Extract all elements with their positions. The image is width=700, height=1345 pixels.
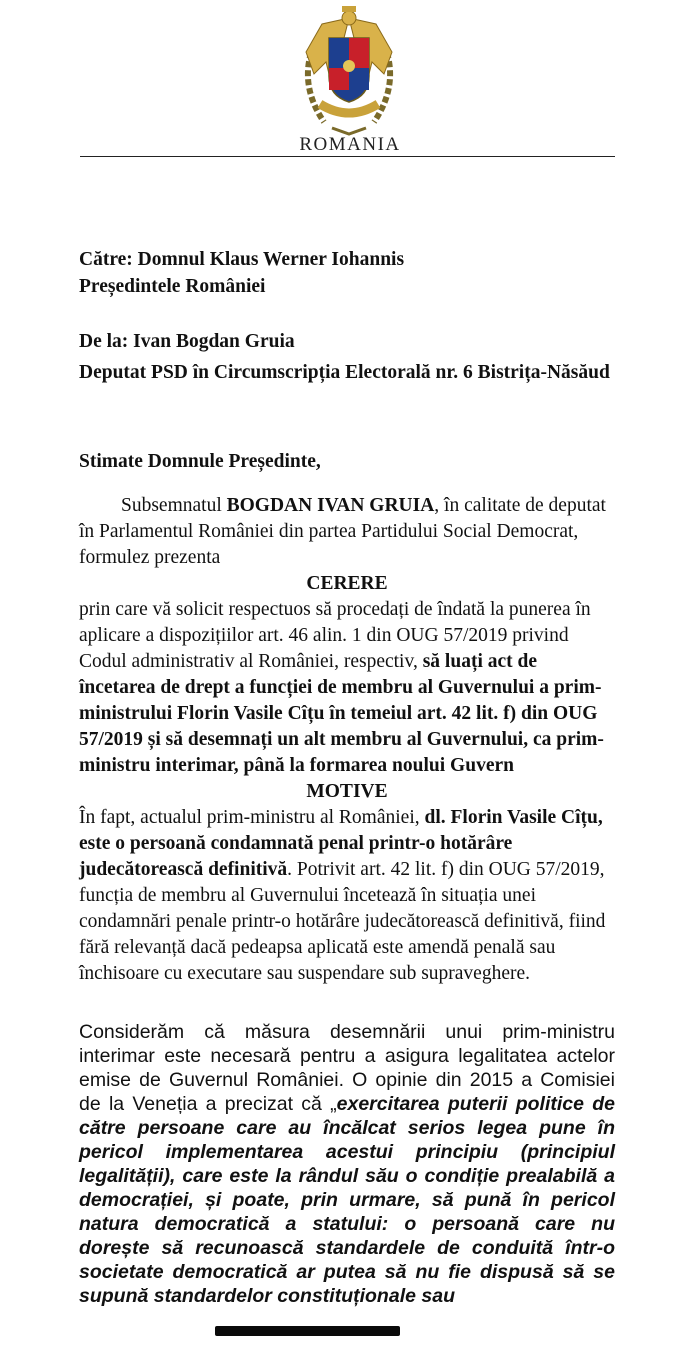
to-title: Președintele României (79, 276, 266, 297)
from-line: De la: Ivan Bogdan Gruia (79, 331, 295, 352)
salutation: Stimate Domnule Președinte, (79, 451, 321, 472)
header-divider (80, 156, 615, 157)
opinion-paragraph: Considerăm că măsura desemnării unui prim-ministru interimar este necesară pentru a asigura legalitatea actelor emise de Guvernul României. O opinie din 2015 a Comisiei de la Veneția a precizat că „exercitarea puterii politice de către persoane care au încălcat serios legea pune în pericol implementarea acestui principiu (principiul legalității), care este la rândul său o condiție prealabilă a democrației, și poate, prin urmare, să pună în pericol natura democratică a statului: o persoană care nu dorește să recunoască standardele de conduită într-o societate democratică ar putea să nu fie dispusă să se supună standardelor constituționale sau (79, 1021, 615, 1307)
heading-request: CERERE (306, 573, 388, 594)
from-title: Deputat PSD în Circumscripția Electorală nr. 6 Bistrița-Năsăud (79, 362, 610, 383)
letterhead (0, 0, 700, 160)
sender-block (79, 328, 615, 386)
letter-body (79, 493, 615, 987)
heading-motives: MOTIVE (306, 781, 388, 802)
motives-emphasis: dl. Florin Vasile Cîțu, este o persoană condamnată penal printr-o hotărâre judecătorească definitivă (79, 807, 603, 880)
redaction-bar (215, 1326, 400, 1336)
venice-commission-quote: exercitarea puterii politice de către persoane care au încălcat serios legea pune în pericol implementarea acestui principiu (principiul legalității), care este la rândul său o condiție prealabilă a democrației, și poate, prin urmare, să pună în pericol natura democratică a statului: o persoană care nu dorește să recunoască standardele de conduită într-o societate democratică ar putea să nu fie dispusă să se supună standardelor constituționale sau (79, 1093, 615, 1307)
coat-of-arms-icon (284, 4, 414, 140)
addressee-block (79, 246, 615, 300)
country-name: ROMANIA (299, 134, 401, 155)
request-demand: să luați act de încetarea de drept a funcției de membru al Guvernului a prim-ministrului Florin Vasile Cîțu în temeiul art. 42 lit. f) din OUG 57/2019 și să desemnați un alt membru al Guvernului, ca prim-ministru interimar, până la formarea noului Guvern (79, 651, 604, 776)
signatory-name: BOGDAN IVAN GRUIA (226, 495, 435, 516)
to-line: Către: Domnul Klaus Werner Iohannis (79, 249, 405, 270)
request-paragraph: prin care vă solicit respectuos să procedați de îndată la punerea în aplicare a dispozițiilor art. 46 alin. 1 din OUG 57/2019 privind Codul administrativ al României, respectiv, să luați act de încetarea de drept a funcției de membru al Guvernului a prim-ministrului Florin Vasile Cîțu în temeiul art. 42 lit. f) din OUG 57/2019 și să desemnați un alt membru al Guvernului, ca prim-ministru interimar, până la formarea noului Guvern (79, 599, 604, 776)
intro-paragraph: Subsemnatul BOGDAN IVAN GRUIA, în calitate de deputat în Parlamentul României din partea Partidului Social Democrat, formulez prezenta (79, 495, 606, 568)
motives-paragraph: În fapt, actualul prim-ministru al României, dl. Florin Vasile Cîțu, este o persoană condamnată penal printr-o hotărâre judecătorească definitivă. Potrivit art. 42 lit. f) din OUG 57/2019, funcția de membru al Guvernului încetează în situația unei condamnări penale printr-o hotărâre judecătorească definitivă, fiind fără relevanță dacă pedeapsa aplicată este amendă penală sau închisoare cu executare sau suspendare sub supraveghere. (79, 807, 606, 984)
